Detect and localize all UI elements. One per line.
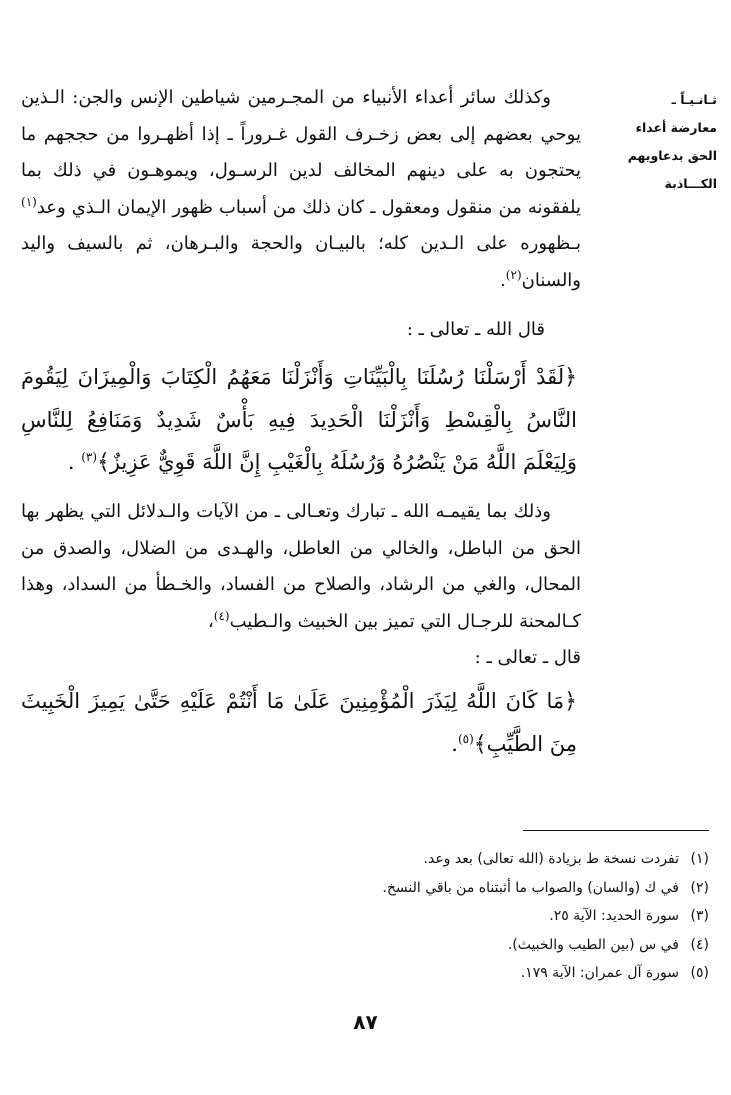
margin-note-line: ثـانـيـاً ـ — [671, 92, 717, 107]
paragraph-text: وكذلك سائر أعداء الأنبياء من المجـرمين شياطين الإنس والجن: الـذين يوحي بعضهم إلى بعض زخـرف القول غـروراً ـ إذا أظهـروا من حججهم ما يحتجون به على دينهم المخالف لدين الرسـول، ويموهـون في ذلك بما يلفقونه من منقول ومعقول ـ كان ذلك من أسباب ظهور الإيمان الـذي وعد — [21, 87, 581, 218]
verse-text: مَا كَانَ اللَّهُ لِيَذَرَ الْمُؤْمِنِينَ عَلَىٰ مَا أَنْتُمْ عَلَيْهِ حَتَّىٰ يَمِيزَ الْخَبِيثَ مِنَ الطَّيِّبِ — [21, 689, 577, 756]
footnote-text: تفردت نسخة ط بزيادة (الله تعالى) بعد وعد. — [423, 851, 679, 867]
footnote-ref-2: (٢) — [505, 267, 522, 282]
verse-close-bracket: ﴾ — [97, 450, 110, 475]
paragraph-2 — [21, 494, 581, 640]
paragraph-text: ، — [207, 610, 214, 632]
footnote-number: (١) — [690, 851, 709, 867]
verse-close-bracket: ﴾ — [473, 732, 487, 757]
quote-intro-1: قال الله ـ تعالى ـ : — [406, 319, 545, 340]
margin-note-line: الحق بدعاويهم — [627, 148, 717, 163]
main-text — [21, 80, 581, 766]
footnote-number: (٢) — [690, 879, 709, 896]
paragraph-text: . — [500, 269, 506, 291]
quran-verse-2 — [21, 680, 577, 766]
footnote-text: سورة آل عمران: الآية ١٧٩. — [520, 965, 679, 981]
verse-text: لَقَدْ أَرْسَلْنَا رُسُلَنَا بِالْبَيِّنَاتِ وَأَنْزَلْنَا مَعَهُمُ الْكِتَابَ وَالْمِيزَانَ لِيَقُومَ النَّاسُ بِالْقِسْطِ وَأَنْزَلْنَا الْحَدِيدَ فِيهِ بَأْسٌ شَدِيدٌ وَمَنَافِعُ لِلنَّاسِ وَلِيَعْلَمَ اللَّهُ مَنْ يَنْصُرُهُ وَرُسُلَهُ بِالْغَيْبِ إِنَّ اللَّهَ قَوِيٌّ عَزِيزٌ — [21, 365, 577, 474]
verse-block-1 — [21, 356, 581, 484]
footnote-item — [149, 959, 709, 988]
paragraph-text: بـظهوره على الـدين كله؛ بالبيـان والحجة والبـرهان، ثم بالسيف واليد والسنان — [21, 233, 581, 291]
verse-end: . — [67, 450, 82, 474]
margin-note-line: الكـــاذبة — [664, 176, 717, 191]
footnote-number: (٤) — [690, 936, 709, 953]
footnotes — [149, 845, 709, 988]
verse-end: . — [451, 732, 458, 756]
margin-note — [591, 86, 717, 198]
footnote-item — [149, 845, 709, 874]
quran-verse-1 — [21, 356, 577, 484]
footnote-number: (٥) — [690, 965, 709, 981]
footnote-ref-3: (٣) — [81, 450, 98, 464]
footnote-ref-1: (١) — [21, 194, 37, 209]
margin-note-line: معارضة أعداء — [635, 120, 717, 135]
footnote-separator — [523, 830, 709, 831]
footnote-text: في ك (والسان) والصواب ما أثبتناه من باقي النسخ. — [382, 879, 679, 896]
footnote-ref-5: (٥) — [457, 732, 474, 746]
verse-block-2 — [21, 680, 581, 766]
footnote-item — [149, 874, 709, 903]
footnote-ref-4: (٤) — [213, 608, 230, 623]
footnote-text: في س (بين الطيب والخبيث). — [507, 936, 679, 953]
footnote-text: سورة الحديد: الآية ٢٥. — [549, 908, 679, 924]
footnote-item — [149, 902, 709, 931]
page-number: ٨٧ — [353, 1010, 378, 1034]
quote-intro-2: قال ـ تعالى ـ : — [474, 647, 581, 668]
paragraph-1 — [21, 80, 581, 299]
verse-open-bracket: ﴿ — [564, 689, 577, 714]
paragraph-text: وذلك بما يقيمـه الله ـ تبارك وتعـالى ـ من الآيات والـدلائل التي يظهر بها الحق من الباطل، والخالي من العاطل، والهـدى من الضلال، والصدق من المحال، والغي من الرشاد، والصلاح من الفساد، والخـطأ من السداد، وهذا كـالمحنة للرجـال التي تميز بين الخبيث والـطيب — [21, 501, 581, 632]
verse-open-bracket: ﴿ — [564, 365, 577, 390]
footnote-item — [149, 931, 709, 960]
footnote-number: (٣) — [690, 908, 709, 924]
